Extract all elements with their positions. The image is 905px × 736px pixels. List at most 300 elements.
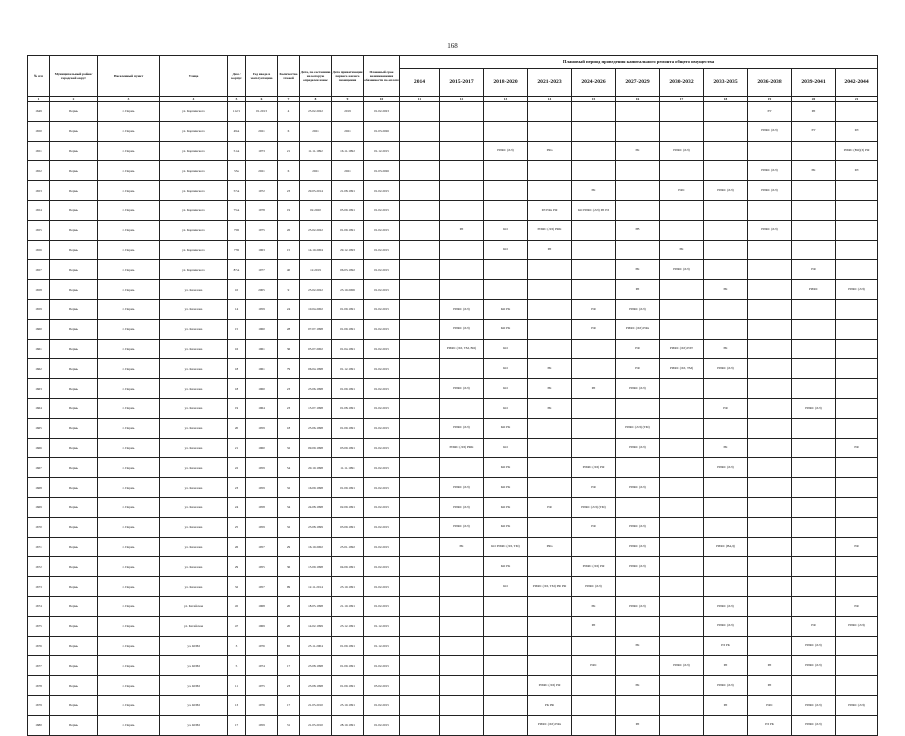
cell-house: 75А <box>228 200 246 220</box>
table-row <box>28 379 878 399</box>
cell-works-period <box>748 398 792 418</box>
cell-works-period: РИФС (ЛЛ) <box>792 398 836 418</box>
column-index-cell: 12 <box>440 97 484 102</box>
cell-works-period: РИФС (ЛЛ) <box>616 557 660 577</box>
cell-settlement: г. Пермь <box>98 220 160 240</box>
cell-works-period: КО <box>484 398 528 418</box>
cell-works-period <box>704 379 748 399</box>
cell-works-period <box>400 260 440 280</box>
cell-works-period <box>400 181 440 201</box>
cell-works-period <box>616 577 660 597</box>
cell-row-number: 1663 <box>28 379 50 399</box>
cell-date-primary: 15.07.1998 <box>300 398 332 418</box>
cell-works-period <box>660 418 704 438</box>
cell-planned-date: 01.02.2015 <box>364 577 400 597</box>
cell-street: ул. Качалова <box>160 537 228 557</box>
cell-works-period: РФ <box>792 260 836 280</box>
cell-works-period: РФ <box>528 497 572 517</box>
cell-works-period <box>660 319 704 339</box>
cell-works-period: РЛ <box>440 220 484 240</box>
cell-row-number: 1657 <box>28 260 50 280</box>
cell-works-period: РИФС (ВО)(З) РФ <box>836 141 878 161</box>
cell-works-period <box>528 339 572 359</box>
cell-works-period <box>440 181 484 201</box>
cell-works-period: РК <box>704 280 748 300</box>
cell-works-period <box>836 517 878 537</box>
cell-works-period <box>528 458 572 478</box>
cell-works-period <box>484 715 528 735</box>
cell-street: ул. Качалова <box>160 497 228 517</box>
cell-year-built: 1978 <box>246 200 278 220</box>
cell-date-primary: 23.06.1998 <box>300 379 332 399</box>
cell-works-period <box>792 379 836 399</box>
cell-works-period <box>792 458 836 478</box>
cell-works-period: РИФС (ЛЛ) <box>660 260 704 280</box>
table-row <box>28 636 878 656</box>
cell-municipality: Пермь <box>50 616 98 636</box>
cell-planned-date: 01.02.2015 <box>364 695 400 715</box>
cell-settlement: г. Пермь <box>98 280 160 300</box>
cell-works-period: РИФС (ЛЛ) <box>616 299 660 319</box>
cell-row-number: 1673 <box>28 577 50 597</box>
cell-municipality: Пермь <box>50 379 98 399</box>
cell-works-period <box>748 141 792 161</box>
cell-works-period <box>572 260 616 280</box>
cell-works-period: РИФС (ЛЛ) <box>836 616 878 636</box>
cell-street: ул. Карпинского <box>160 181 228 201</box>
cell-municipality: Пермь <box>50 181 98 201</box>
table-row <box>28 695 878 715</box>
cell-settlement: г. Пермь <box>98 715 160 735</box>
header-year: 2036-2038 <box>748 69 792 97</box>
cell-works-period <box>792 200 836 220</box>
cell-works-period: КО РК <box>484 458 528 478</box>
cell-house: 21 <box>228 438 246 458</box>
cell-date-privatization: 01.09.1991 <box>332 656 364 676</box>
cell-works-period <box>660 280 704 300</box>
cell-works-period <box>528 656 572 676</box>
cell-planned-date: 01.02.2015 <box>364 200 400 220</box>
cell-works-period <box>400 299 440 319</box>
table-row <box>28 438 878 458</box>
cell-works-period: РФа <box>528 537 572 557</box>
cell-house: 32 <box>228 577 246 597</box>
cell-works-period: РФС <box>572 656 616 676</box>
cell-works-period: РИФС (ЛЛ) <box>792 636 836 656</box>
cell-works-period: РЛ <box>528 240 572 260</box>
cell-street: ул. Качалова <box>160 379 228 399</box>
cell-date-primary: 15.09.1998 <box>300 557 332 577</box>
cell-works-period <box>792 141 836 161</box>
table-row <box>28 596 878 616</box>
cell-works-period <box>748 616 792 636</box>
cell-house: 17 <box>228 715 246 735</box>
cell-works-period <box>836 478 878 498</box>
cell-settlement: г. Пермь <box>98 497 160 517</box>
cell-works-period <box>572 220 616 240</box>
cell-works-period <box>792 596 836 616</box>
cell-works-period <box>440 695 484 715</box>
cell-street: ул. Карпинского <box>160 200 228 220</box>
cell-works-period <box>836 458 878 478</box>
cell-works-period <box>660 161 704 181</box>
cell-works-period <box>836 299 878 319</box>
cell-street: ул. Качалова <box>160 458 228 478</box>
cell-date-privatization: 29.12.1993 <box>332 240 364 260</box>
cell-works-period: РУ <box>748 102 792 122</box>
cell-works-period: РЛ <box>748 656 792 676</box>
cell-works-period: КО РИФС (ЛЛ, ТМ) <box>484 537 528 557</box>
column-index-cell: 17 <box>660 97 704 102</box>
cell-works-period: РИФС (ВАД) <box>704 537 748 557</box>
cell-works-period: РФ <box>836 596 878 616</box>
cell-date-privatization: 21.08.1991 <box>332 181 364 201</box>
cell-works-period <box>400 676 440 696</box>
cell-works-period <box>440 596 484 616</box>
cell-works-period <box>440 676 484 696</box>
cell-works-period <box>528 161 572 181</box>
cell-year-built: 1959 <box>246 299 278 319</box>
cell-year-built: 1976 <box>246 636 278 656</box>
cell-works-period <box>400 695 440 715</box>
cell-works-period: РИФС (ЛЛ) РФа <box>528 715 572 735</box>
cell-works-period <box>572 240 616 260</box>
cell-works-period <box>792 418 836 438</box>
cell-works-period <box>484 676 528 696</box>
cell-works-period <box>400 596 440 616</box>
cell-house: 13 <box>228 695 246 715</box>
cell-works-period <box>748 379 792 399</box>
cell-works-period <box>660 121 704 141</box>
cell-date-privatization: 01.09.1991 <box>332 220 364 240</box>
cell-planned-date: 01.02.2015 <box>364 299 400 319</box>
cell-year-built: 1964 <box>246 398 278 418</box>
cell-works-period: РК <box>704 339 748 359</box>
cell-municipality: Пермь <box>50 121 98 141</box>
cell-works-period: КО РК <box>484 478 528 498</box>
cell-works-period <box>660 478 704 498</box>
cell-works-period <box>792 339 836 359</box>
cell-works-period: РИФС (ЛЛ) <box>748 220 792 240</box>
header-no: № п/п <box>28 56 50 97</box>
cell-works-period: РИФС (ЛЛ) <box>748 181 792 201</box>
cell-floors: 28 <box>278 319 300 339</box>
column-index-cell: 3 <box>98 97 160 102</box>
header-year: 2033-2035 <box>704 69 748 97</box>
cell-row-number: 1678 <box>28 676 50 696</box>
cell-works-period: РИФС (ЛЛ) <box>440 517 484 537</box>
cell-works-period: РВ <box>616 220 660 240</box>
cell-date-privatization: 01.04.1991 <box>332 339 364 359</box>
cell-works-period <box>572 636 616 656</box>
cell-works-period <box>836 181 878 201</box>
cell-house: 18 <box>228 359 246 379</box>
cell-municipality: Пермь <box>50 200 98 220</box>
cell-works-period: КО РК <box>484 319 528 339</box>
cell-street: ул. Качалова <box>160 418 228 438</box>
table-row <box>28 161 878 181</box>
cell-works-period: РИФС (ЛЛ) <box>748 121 792 141</box>
cell-row-number: 1668 <box>28 478 50 498</box>
cell-date-privatization: 01.09.1991 <box>332 418 364 438</box>
cell-floors: 23 <box>278 181 300 201</box>
cell-works-period: РК <box>440 537 484 557</box>
cell-works-period <box>400 557 440 577</box>
cell-works-period <box>748 596 792 616</box>
cell-works-period <box>836 676 878 696</box>
cell-works-period: РК <box>704 438 748 458</box>
capital-repair-table <box>27 55 878 736</box>
cell-floors: 34 <box>278 497 300 517</box>
cell-planned-date: 01.02.2015 <box>364 517 400 537</box>
table-row <box>28 102 878 122</box>
cell-street: ул. КИМ <box>160 676 228 696</box>
cell-works-period <box>484 121 528 141</box>
cell-floors: 17 <box>278 656 300 676</box>
cell-date-primary: 07.07.1998 <box>300 319 332 339</box>
cell-works-period: РЛ <box>748 676 792 696</box>
column-index-cell: 11 <box>400 97 440 102</box>
cell-settlement: г. Пермь <box>98 458 160 478</box>
cell-works-period <box>836 260 878 280</box>
cell-works-period <box>748 359 792 379</box>
cell-floors: 6 <box>278 161 300 181</box>
cell-street: ул. Карпинского <box>160 161 228 181</box>
cell-works-period <box>748 557 792 577</box>
cell-works-period <box>748 458 792 478</box>
cell-works-period <box>616 497 660 517</box>
cell-works-period <box>792 497 836 517</box>
cell-works-period: КО <box>484 339 528 359</box>
cell-works-period: РФ <box>572 478 616 498</box>
cell-date-privatization: 01.09.1991 <box>332 319 364 339</box>
cell-house: 20 <box>228 418 246 438</box>
cell-works-period <box>484 161 528 181</box>
cell-year-built: 1973 <box>246 141 278 161</box>
cell-year-built: 1975 <box>246 220 278 240</box>
cell-works-period <box>704 517 748 537</box>
header-year: 2042-2044 <box>836 69 878 97</box>
cell-house: 3 <box>228 636 246 656</box>
cell-year-built: 2021 <box>246 121 278 141</box>
cell-works-period: РФ <box>836 537 878 557</box>
cell-works-period <box>748 497 792 517</box>
cell-floors: 9 <box>278 280 300 300</box>
cell-works-period: РИФС (ЛЛ) РФ <box>572 557 616 577</box>
cell-works-period <box>792 676 836 696</box>
header-row-top <box>28 56 878 69</box>
cell-house: 19 <box>228 398 246 418</box>
cell-street: ул. Карпинского <box>160 102 228 122</box>
cell-works-period <box>792 537 836 557</box>
cell-settlement: г. Пермь <box>98 478 160 498</box>
cell-date-primary: 12.2019 <box>300 260 332 280</box>
cell-floors: 79 <box>278 359 300 379</box>
cell-year-built: 2005 <box>246 280 278 300</box>
cell-works-period: РИФС (ЛЛ) (ТМ) <box>572 497 616 517</box>
cell-municipality: Пермь <box>50 478 98 498</box>
cell-date-privatization: 05.09.1991 <box>332 200 364 220</box>
cell-works-period <box>792 478 836 498</box>
cell-floors: 36 <box>278 339 300 359</box>
cell-planned-date: 01.12.2015 <box>364 636 400 656</box>
cell-date-privatization: 23.10.2006 <box>332 280 364 300</box>
cell-works-period <box>440 260 484 280</box>
cell-works-period <box>836 557 878 577</box>
cell-works-period <box>792 359 836 379</box>
cell-works-period: РИФС (ЛЛ) РФ <box>572 458 616 478</box>
cell-works-period <box>792 319 836 339</box>
column-index-cell: 18 <box>704 97 748 102</box>
cell-row-number: 1660 <box>28 319 50 339</box>
cell-works-period <box>836 715 878 735</box>
table-row <box>28 319 878 339</box>
table-row <box>28 200 878 220</box>
cell-year-built: 1960 <box>246 319 278 339</box>
cell-works-period: РФ <box>616 359 660 379</box>
cell-house: 18 <box>228 379 246 399</box>
cell-settlement: г. Пермь <box>98 161 160 181</box>
cell-works-period: РК <box>660 240 704 260</box>
cell-works-period <box>400 478 440 498</box>
cell-works-period: РК <box>528 359 572 379</box>
cell-works-period: РФС <box>660 181 704 201</box>
cell-year-built: 1955 <box>246 557 278 577</box>
cell-works-period <box>660 577 704 597</box>
cell-house: 49А <box>228 121 246 141</box>
cell-works-period <box>704 161 748 181</box>
cell-works-period: КО <box>484 379 528 399</box>
cell-works-period <box>660 557 704 577</box>
cell-street: ул. КИМ <box>160 656 228 676</box>
cell-works-period <box>748 478 792 498</box>
cell-year-built: 1960 <box>246 438 278 458</box>
cell-year-built: 1969 <box>246 616 278 636</box>
cell-works-period <box>572 715 616 735</box>
cell-date-privatization: 2019 <box>332 102 364 122</box>
cell-works-period <box>792 240 836 260</box>
cell-works-period <box>748 438 792 458</box>
cell-date-privatization: 01.09.1991 <box>332 676 364 696</box>
cell-works-period <box>616 458 660 478</box>
header-year: 2030-2032 <box>660 69 704 97</box>
cell-works-period <box>528 517 572 537</box>
cell-works-period: РЛ РК <box>748 715 792 735</box>
table-row <box>28 577 878 597</box>
cell-row-number: 1658 <box>28 280 50 300</box>
cell-planned-date: 01.02.2015 <box>364 557 400 577</box>
cell-works-period <box>440 715 484 735</box>
cell-works-period: РФ <box>792 616 836 636</box>
cell-works-period <box>400 379 440 399</box>
cell-works-period <box>572 537 616 557</box>
cell-works-period <box>528 280 572 300</box>
cell-works-period <box>528 557 572 577</box>
cell-works-period <box>528 121 572 141</box>
cell-floors: 18 <box>278 418 300 438</box>
cell-works-period <box>400 418 440 438</box>
cell-works-period: РК <box>616 260 660 280</box>
cell-street: ул. Качалова <box>160 557 228 577</box>
cell-row-number: 1654 <box>28 200 50 220</box>
cell-planned-date: 01.02.2015 <box>364 497 400 517</box>
cell-row-number: 1679 <box>28 695 50 715</box>
cell-floors: 20 <box>278 616 300 636</box>
cell-works-period <box>400 517 440 537</box>
cell-street: ул. Карпинского <box>160 141 228 161</box>
table-row <box>28 616 878 636</box>
cell-works-period: РИФС (ЛЛ) РФ <box>528 676 572 696</box>
cell-works-period <box>440 161 484 181</box>
cell-street: ул. Карпинского <box>160 220 228 240</box>
header-plan-period: Плановый период проведения капитального ремонта общего имущества <box>400 56 878 69</box>
cell-works-period: РЛ <box>836 161 878 181</box>
cell-year-built: 1957 <box>246 577 278 597</box>
table-row <box>28 478 878 498</box>
cell-works-period: РИФС (ЛЛ) РФа <box>616 319 660 339</box>
cell-date-privatization: 23.12.1991 <box>332 616 364 636</box>
cell-settlement: г. Пермь <box>98 636 160 656</box>
cell-works-period <box>792 220 836 240</box>
cell-municipality: Пермь <box>50 458 98 478</box>
cell-settlement: г. Пермь <box>98 695 160 715</box>
column-index-cell: 4 <box>160 97 228 102</box>
cell-municipality: Пермь <box>50 636 98 656</box>
cell-works-period <box>616 121 660 141</box>
table-row <box>28 398 878 418</box>
cell-floors: 23 <box>278 676 300 696</box>
cell-settlement: г. Пермь <box>98 557 160 577</box>
cell-settlement: г. Пермь <box>98 517 160 537</box>
cell-house: 5 <box>228 656 246 676</box>
cell-floors: 32 <box>278 438 300 458</box>
column-index-cell: 6 <box>246 97 278 102</box>
cell-works-period: РФ <box>572 319 616 339</box>
table-row <box>28 537 878 557</box>
cell-works-period <box>528 260 572 280</box>
cell-municipality: Пермь <box>50 102 98 122</box>
table-row <box>28 497 878 517</box>
cell-works-period: КО <box>484 240 528 260</box>
cell-works-period: РИФС (ЛЛ) <box>572 577 616 597</box>
cell-row-number: 1662 <box>28 359 50 379</box>
cell-date-privatization: 06.03.1992 <box>332 260 364 280</box>
cell-works-period <box>660 676 704 696</box>
cell-row-number: 1675 <box>28 616 50 636</box>
cell-planned-date: 01.02.2015 <box>364 260 400 280</box>
cell-works-period: КО РК <box>484 299 528 319</box>
cell-date-primary: 2021 <box>300 161 332 181</box>
cell-street: ул. Качалова <box>160 517 228 537</box>
cell-date-primary: 23.08.1999 <box>300 517 332 537</box>
cell-works-period: КО РК <box>484 418 528 438</box>
cell-works-period: РИФС (ЛЛ) <box>836 280 878 300</box>
cell-year-built: 2021 <box>246 161 278 181</box>
cell-street: ул. Качалова <box>160 339 228 359</box>
cell-date-privatization: 01.09.1991 <box>332 478 364 498</box>
cell-works-period <box>660 438 704 458</box>
cell-works-period <box>836 398 878 418</box>
cell-date-primary: 25.11.2004 <box>300 636 332 656</box>
cell-works-period <box>660 596 704 616</box>
table-row <box>28 220 878 240</box>
cell-settlement: г. Пермь <box>98 379 160 399</box>
cell-works-period <box>400 161 440 181</box>
cell-works-period <box>660 299 704 319</box>
cell-works-period <box>616 200 660 220</box>
cell-works-period <box>660 497 704 517</box>
cell-works-period: РИФС (ЛЛ, ТМ, ВО) <box>440 339 484 359</box>
